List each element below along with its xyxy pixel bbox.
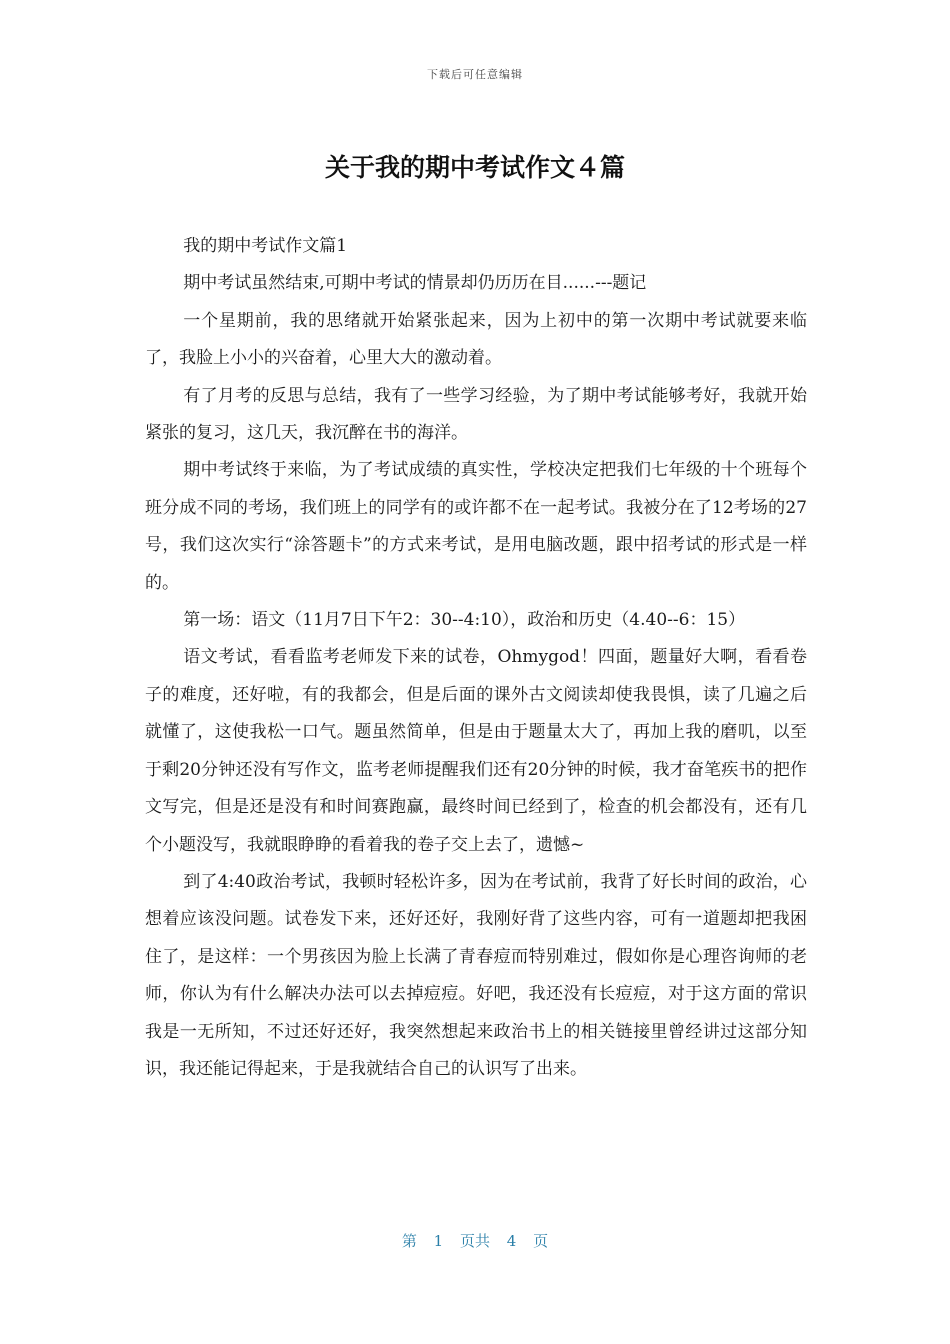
document-body bbox=[145, 228, 807, 1088]
page-footer bbox=[0, 1230, 950, 1251]
body-paragraph: 期中考试终于来临，为了考试成绩的真实性，学校决定把我们七年级的十个班每个班分成不同的考场，我们班上的同学有的或许都不在一起考试。我被分在了12考场的27号，我们这次实行“涂答题卡”的方式来考试，是用电脑改题，跟中招考试的形式是一样的。 bbox=[145, 460, 807, 593]
body-paragraph: 有了月考的反思与总结，我有了一些学习经验，为了期中考试能够考好，我就开始紧张的复习，这几天，我沉醉在书的海洋。 bbox=[145, 385, 807, 444]
body-paragraph: 到了4:40政治考试，我顿时轻松许多，因为在考试前，我背了好长时间的政治，心想着应该没问题。试卷发下来，还好还好，我刚好背了这些内容，可有一道题却把我困住了，是这样：一个男孩因为脸上长满了青春痘而特别难过，假如你是心理咨询师的老师，你认为有什么解决办法可以去掉痘痘。好吧，我还没有长痘痘，对于这方面的常识我是一无所知，不过还好还好，我突然想起来政治书上的相关链接里曾经讲过这部分知识，我还能记得起来，于是我就结合自己的认识写了出来。 bbox=[145, 871, 807, 1079]
body-paragraph: 语文考试，看看监考老师发下来的试卷，Ohmygod！四面，题量好大啊，看看卷子的难度，还好啦，有的我都会，但是后面的课外古文阅读却使我畏惧，读了几遍之后就懂了，这使我松一口气。题虽然简单，但是由于题量太大了，再加上我的磨叽，以至于剩20分钟还没有写作文，监考老师提醒我们还有20分钟的时候，我才奋笔疾书的把作文写完，但是还是没有和时间赛跑赢，最终时间已经到了，检查的机会都没有，还有几个小题没写，我就眼睁睁的看着我的卷子交上去了，遗憾~ bbox=[145, 647, 807, 855]
footer-page-number: 1 bbox=[433, 1232, 444, 1250]
schedule-paragraph: 第一场：语文（11月7日下午2：30--4:10），政治和历史（4.40--6：15） bbox=[183, 610, 746, 631]
footer-total-pages: 4 bbox=[506, 1232, 517, 1250]
footer-suffix: 页 bbox=[533, 1232, 549, 1250]
section-heading: 我的期中考试作文篇1 bbox=[183, 236, 348, 256]
header-note: 下载后可任意编辑 bbox=[427, 68, 523, 81]
footer-prefix: 第 bbox=[401, 1232, 417, 1250]
document-title: 关于我的期中考试作文４篇 bbox=[324, 153, 625, 182]
footer-middle: 页共 bbox=[459, 1232, 490, 1250]
body-paragraph: 一个星期前，我的思绪就开始紧张起来，因为上初中的第一次期中考试就要来临了，我脸上小小的兴奋着，心里大大的激动着。 bbox=[145, 310, 807, 369]
epigraph-paragraph: 期中考试虽然结束,可期中考试的情景却仍历历在目......---题记 bbox=[183, 273, 647, 294]
